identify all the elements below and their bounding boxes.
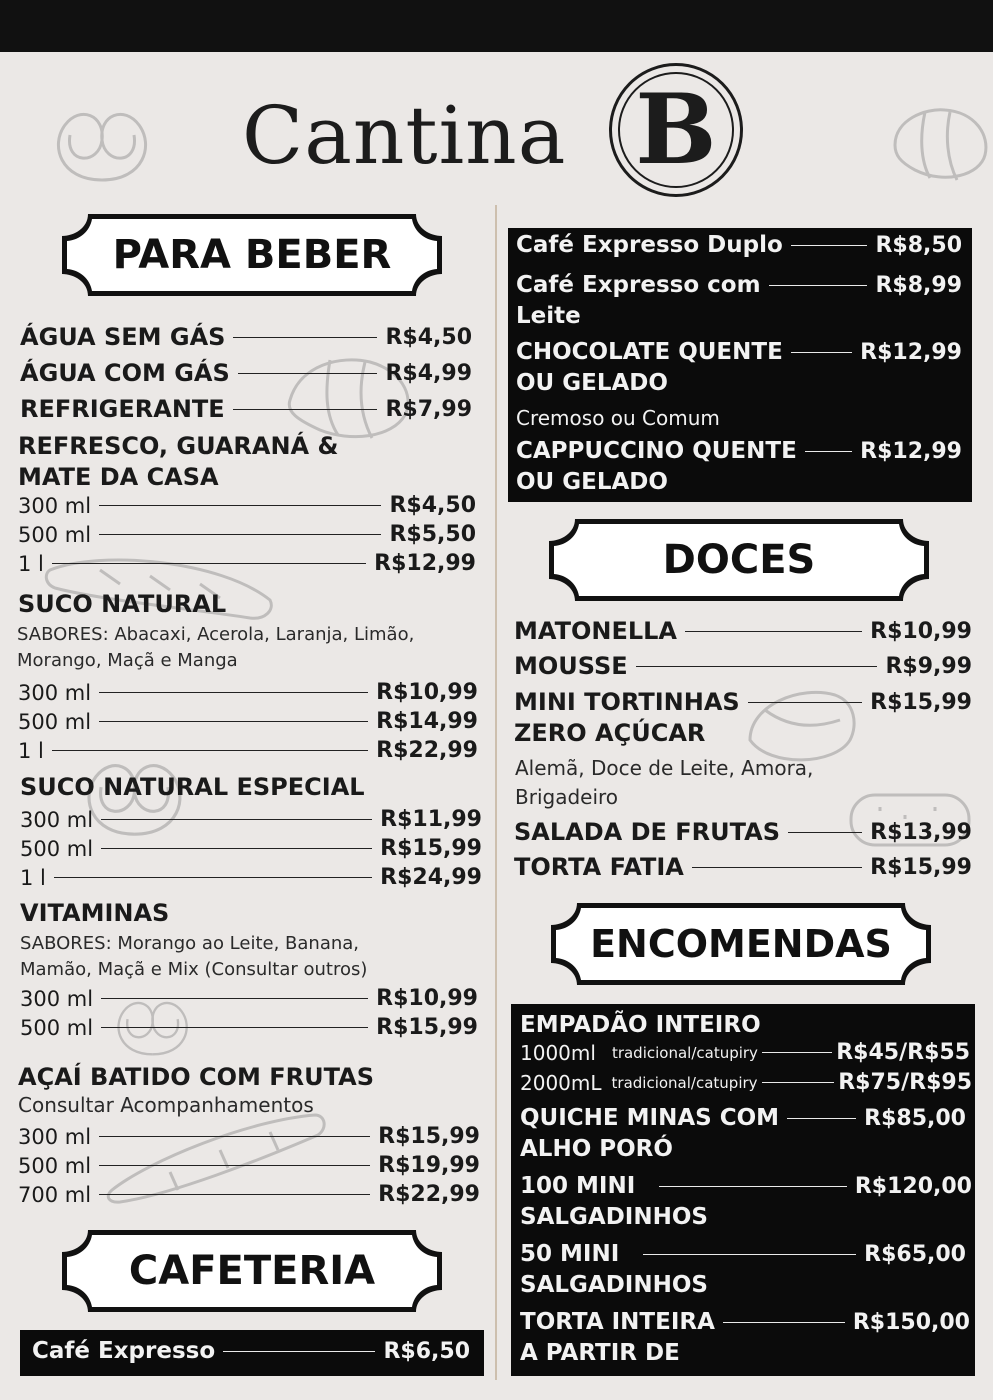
item-price: R$22,99 bbox=[376, 738, 478, 763]
item-price: R$45/R$55 bbox=[836, 1040, 970, 1065]
size-label: 300 ml bbox=[20, 807, 94, 832]
menu-item-matonella bbox=[514, 616, 972, 647]
suco-especial-size-300 bbox=[20, 807, 482, 832]
item-price: R$5,50 bbox=[389, 522, 476, 547]
item-price: R$8,99 bbox=[875, 272, 962, 298]
variant-label: tradicional/catupiry bbox=[611, 1073, 758, 1092]
empadao-size-1000 bbox=[520, 1040, 970, 1065]
vitaminas-size-500 bbox=[20, 1015, 478, 1040]
item-price: R$12,99 bbox=[860, 339, 962, 365]
menu-item-torta-fatia bbox=[514, 852, 972, 883]
item-price: R$11,99 bbox=[380, 807, 482, 832]
leader-line bbox=[233, 337, 377, 338]
leader-line bbox=[723, 1322, 845, 1323]
leader-line bbox=[791, 352, 852, 353]
item-price: R$14,99 bbox=[376, 709, 478, 734]
coffee-title: CAFETERIA bbox=[128, 1248, 376, 1294]
item-price: R$4,99 bbox=[385, 361, 472, 386]
refresco-title-line2: MATE DA CASA bbox=[18, 463, 219, 491]
item-price: R$15,99 bbox=[870, 690, 972, 715]
leader-line bbox=[762, 1052, 832, 1053]
size-label: 300 ml bbox=[18, 1124, 92, 1149]
menu-item-torta-inteira bbox=[520, 1309, 970, 1335]
item-name: TORTA INTEIRA bbox=[520, 1309, 715, 1335]
item-name: ÁGUA COM GÁS bbox=[20, 359, 230, 387]
variant-label: tradicional/catupiry bbox=[611, 1043, 758, 1062]
item-name: CHOCOLATE QUENTE bbox=[516, 339, 783, 365]
item-price: R$4,50 bbox=[389, 493, 476, 518]
suco-natural-size-500 bbox=[18, 709, 478, 734]
leader-line bbox=[99, 505, 381, 506]
orders-banner bbox=[547, 899, 935, 989]
menu-item-salada-de-frutas bbox=[514, 817, 972, 848]
leader-line bbox=[101, 998, 368, 999]
drinks-title: PARA BEBER bbox=[112, 232, 392, 278]
cafe-com-leite-line2: Leite bbox=[516, 303, 581, 329]
refresco-size-300 bbox=[18, 493, 476, 518]
item-price: R$150,00 bbox=[852, 1309, 970, 1335]
menu-item-cafe-expresso bbox=[32, 1338, 470, 1364]
leader-line bbox=[52, 563, 366, 564]
size-label: 500 ml bbox=[18, 522, 92, 547]
chocolate-line2: OU GELADO bbox=[516, 370, 668, 396]
item-price: R$6,50 bbox=[383, 1338, 470, 1364]
item-price: R$10,99 bbox=[376, 986, 478, 1011]
item-name: REFRIGERANTE bbox=[20, 395, 225, 423]
leader-line bbox=[99, 692, 368, 693]
leader-line bbox=[99, 1194, 370, 1195]
croissant-icon bbox=[885, 100, 993, 190]
refresco-title-line1: REFRESCO, GUARANÁ & bbox=[18, 432, 339, 460]
empadao-size-2000 bbox=[520, 1070, 972, 1095]
item-price: R$19,99 bbox=[378, 1153, 480, 1178]
coffee-expresso-box bbox=[20, 1330, 484, 1376]
leader-line bbox=[769, 285, 868, 286]
menu-item-cappuccino bbox=[516, 438, 962, 464]
item-name: SALADA DE FRUTAS bbox=[514, 818, 780, 846]
item-price: R$4,50 bbox=[385, 325, 472, 350]
leader-line bbox=[223, 1351, 375, 1352]
acai-size-500 bbox=[18, 1153, 480, 1178]
item-name: 50 MINI bbox=[520, 1241, 620, 1267]
size-label: 700 ml bbox=[18, 1182, 92, 1207]
refresco-size-500 bbox=[18, 522, 476, 547]
item-price: R$10,99 bbox=[870, 619, 972, 644]
refresco-size-1l bbox=[18, 551, 476, 576]
size-label: 500 ml bbox=[20, 1015, 94, 1040]
leader-line bbox=[99, 534, 381, 535]
menu-item-50-mini-salgadinhos bbox=[520, 1241, 966, 1267]
brand-logo-letter: B bbox=[635, 73, 717, 186]
menu-item-cafe-com-leite bbox=[516, 272, 962, 298]
menu-item-mini-tortinhas bbox=[514, 687, 972, 718]
sweets-title: DOCES bbox=[662, 537, 816, 583]
item-name: Café Expresso bbox=[32, 1338, 216, 1364]
size-label: 300 ml bbox=[18, 493, 92, 518]
item-name: ÁGUA SEM GÁS bbox=[20, 323, 226, 351]
acai-title: AÇAÍ BATIDO COM FRUTAS bbox=[18, 1063, 375, 1091]
100-mini-salgadinhos-line2: SALGADINHOS bbox=[520, 1204, 708, 1230]
acai-size-700 bbox=[18, 1182, 480, 1207]
item-price: R$120,00 bbox=[854, 1173, 972, 1199]
cappuccino-line2: OU GELADO bbox=[516, 469, 668, 495]
vitaminas-title: VITAMINAS bbox=[20, 899, 170, 927]
item-price: R$15,99 bbox=[870, 855, 972, 880]
item-price: R$15,99 bbox=[378, 1124, 480, 1149]
size-label: 1 l bbox=[18, 738, 44, 763]
size-label: 2000mL bbox=[520, 1070, 602, 1095]
suco-natural-size-300 bbox=[18, 680, 478, 705]
orders-box bbox=[511, 1004, 975, 1376]
drinks-banner bbox=[58, 210, 446, 300]
leader-line bbox=[643, 1254, 856, 1255]
torta-inteira-line2: A PARTIR DE bbox=[520, 1340, 680, 1366]
size-label: 500 ml bbox=[20, 836, 94, 861]
top-bar bbox=[0, 0, 993, 52]
leader-line bbox=[99, 1165, 370, 1166]
item-price: R$12,99 bbox=[860, 438, 962, 464]
item-name: 100 MINI bbox=[520, 1173, 636, 1199]
item-name: QUICHE MINAS COM bbox=[520, 1105, 780, 1131]
item-price: R$24,99 bbox=[380, 865, 482, 890]
size-label: 500 ml bbox=[18, 709, 92, 734]
suco-natural-flavors-line1: SABORES: Abacaxi, Acerola, Laranja, Limão, bbox=[17, 624, 415, 645]
item-price: R$15,99 bbox=[380, 836, 482, 861]
size-label: 1 l bbox=[20, 865, 46, 890]
item-price: R$9,99 bbox=[885, 654, 972, 679]
leader-line bbox=[636, 666, 878, 667]
suco-especial-size-500 bbox=[20, 836, 482, 861]
item-price: R$75/R$95 bbox=[838, 1070, 972, 1095]
50-mini-salgadinhos-line2: SALGADINHOS bbox=[520, 1272, 708, 1298]
suco-natural-flavors-line2: Morango, Maçã e Manga bbox=[17, 650, 238, 671]
item-price: R$10,99 bbox=[376, 680, 478, 705]
item-price: R$22,99 bbox=[378, 1182, 480, 1207]
menu-item-agua-sem-gas bbox=[20, 322, 472, 353]
menu-item-mousse bbox=[514, 651, 972, 682]
leader-line bbox=[233, 409, 378, 410]
menu-item-cafe-duplo bbox=[516, 232, 962, 258]
leader-line bbox=[685, 631, 862, 632]
menu-item-agua-com-gas bbox=[20, 358, 472, 389]
item-name: MATONELLA bbox=[514, 617, 678, 645]
size-label: 1 l bbox=[18, 551, 44, 576]
item-price: R$65,00 bbox=[864, 1241, 966, 1267]
suco-especial-size-1l bbox=[20, 865, 482, 890]
menu-item-refrigerante bbox=[20, 394, 472, 425]
menu-item-chocolate bbox=[516, 339, 962, 365]
empadao-title: EMPADÃO INTEIRO bbox=[520, 1012, 761, 1038]
leader-line bbox=[748, 702, 862, 703]
item-price: R$7,99 bbox=[385, 397, 472, 422]
item-name: Café Expresso com bbox=[516, 272, 761, 298]
brand-logo-badge bbox=[609, 63, 743, 197]
size-label: 1000ml bbox=[520, 1040, 596, 1065]
leader-line bbox=[805, 451, 852, 452]
coffee-box bbox=[508, 228, 972, 502]
suco-natural-size-1l bbox=[18, 738, 478, 763]
vitaminas-flavors-line1: SABORES: Morango ao Leite, Banana, bbox=[20, 933, 360, 954]
acai-note: Consultar Acompanhamentos bbox=[18, 1093, 314, 1117]
suco-especial-title: SUCO NATURAL ESPECIAL bbox=[20, 773, 365, 801]
column-divider bbox=[495, 205, 497, 1380]
item-name: CAPPUCCINO QUENTE bbox=[516, 438, 797, 464]
vitaminas-flavors-line2: Mamão, Maçã e Mix (Consultar outros) bbox=[20, 959, 368, 980]
item-name: TORTA FATIA bbox=[514, 853, 684, 881]
orders-title: ENCOMENDAS bbox=[590, 922, 892, 966]
vitaminas-size-300 bbox=[20, 986, 478, 1011]
menu-item-100-mini-salgadinhos bbox=[520, 1173, 972, 1199]
leader-line bbox=[54, 877, 372, 878]
suco-natural-title: SUCO NATURAL bbox=[18, 590, 227, 618]
item-name: MINI TORTINHAS bbox=[514, 688, 740, 716]
leader-line bbox=[788, 832, 862, 833]
item-price: R$12,99 bbox=[374, 551, 476, 576]
leader-line bbox=[692, 867, 862, 868]
leader-line bbox=[52, 750, 368, 751]
item-name: MOUSSE bbox=[514, 652, 628, 680]
size-label: 300 ml bbox=[18, 680, 92, 705]
leader-line bbox=[101, 848, 372, 849]
menu-item-quiche bbox=[520, 1105, 966, 1131]
sweets-banner bbox=[545, 515, 933, 605]
coffee-banner bbox=[58, 1226, 446, 1316]
item-price: R$15,99 bbox=[376, 1015, 478, 1040]
item-price: R$13,99 bbox=[870, 820, 972, 845]
item-name: Café Expresso Duplo bbox=[516, 232, 783, 258]
size-label: 300 ml bbox=[20, 986, 94, 1011]
leader-line bbox=[659, 1186, 847, 1187]
leader-line bbox=[101, 819, 372, 820]
mini-tortinhas-flavors-line2: Brigadeiro bbox=[515, 785, 619, 809]
leader-line bbox=[101, 1027, 368, 1028]
leader-line bbox=[238, 373, 378, 374]
mini-tortinhas-flavors-line1: Alemã, Doce de Leite, Amora, bbox=[515, 756, 814, 780]
mini-tortinhas-line2: ZERO AÇÚCAR bbox=[514, 719, 706, 747]
quiche-line2: ALHO PORÓ bbox=[520, 1136, 673, 1162]
pretzel-icon bbox=[45, 95, 160, 190]
brand-name: Cantina bbox=[242, 89, 567, 182]
leader-line bbox=[99, 1136, 370, 1137]
leader-line bbox=[762, 1082, 835, 1083]
size-label: 500 ml bbox=[18, 1153, 92, 1178]
acai-size-300 bbox=[18, 1124, 480, 1149]
chocolate-note: Cremoso ou Comum bbox=[516, 406, 720, 430]
item-price: R$85,00 bbox=[864, 1105, 966, 1131]
leader-line bbox=[791, 245, 868, 246]
item-price: R$8,50 bbox=[875, 232, 962, 258]
leader-line bbox=[99, 721, 368, 722]
leader-line bbox=[787, 1118, 856, 1119]
